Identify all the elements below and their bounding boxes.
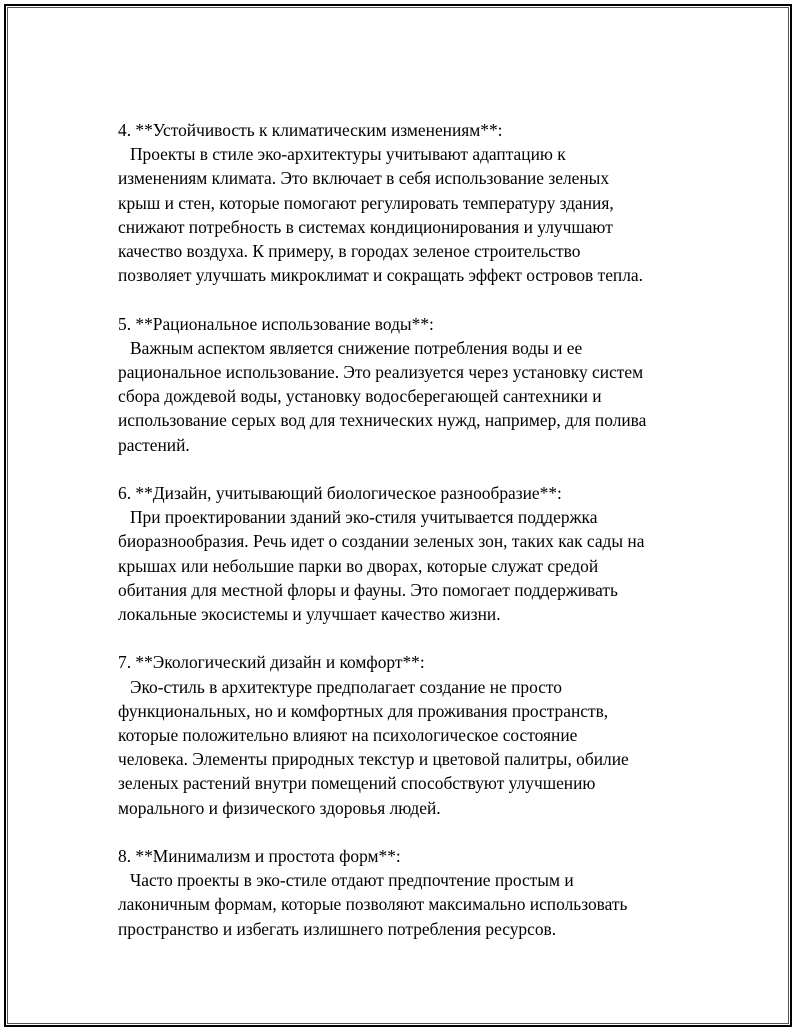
section-climate-resilience xyxy=(118,118,688,287)
text-line: позволяет улучшать микроклимат и сокращать эффект островов тепла. xyxy=(118,265,643,286)
text-line: зеленых растений внутри помещений способствуют улучшению xyxy=(118,773,596,794)
text-line: использование серых вод для технических нужд, например, для полива xyxy=(118,410,647,431)
text-line: пространство и избегать излишнего потребления ресурсов. xyxy=(118,918,557,939)
text-line: При проектировании зданий эко-стиля учитывается поддержка xyxy=(130,507,598,528)
section-heading: 5. **Рациональное использование воды**: xyxy=(118,313,434,334)
text-line: функциональных, но и комфортных для проживания пространств, xyxy=(118,700,609,721)
section-heading: 7. **Экологический дизайн и комфорт**: xyxy=(118,652,425,673)
text-line: биоразнообразия. Речь идет о создании зеленых зон, таких как сады на xyxy=(118,531,645,552)
text-line: морального и физического здоровья людей. xyxy=(118,797,441,818)
text-line: растений. xyxy=(118,434,190,455)
text-line: которые положительно влияют на психологическое состояние xyxy=(118,725,578,746)
text-line: снижают потребность в системах кондиционирования и улучшают xyxy=(118,216,613,237)
text-line: рациональное использование. Это реализуется через установку систем xyxy=(118,362,644,383)
section-eco-design-comfort xyxy=(118,650,688,819)
section-biodiversity xyxy=(118,481,688,626)
text-line: Важным аспектом является снижение потребления воды и ее xyxy=(130,337,583,358)
text-line: изменениям климата. Это включает в себя использование зеленых xyxy=(118,168,610,189)
text-line: лаконичным формам, которые позволяют максимально использовать xyxy=(118,894,628,915)
text-line: человека. Элементы природных текстур и цветовой палитры, обилие xyxy=(118,749,629,770)
section-heading: 6. **Дизайн, учитывающий биологическое разнообразие**: xyxy=(118,483,562,504)
text-line: качество воздуха. К примеру, в городах зеленое строительство xyxy=(118,241,581,262)
text-line: локальные экосистемы и улучшает качество жизни. xyxy=(118,604,501,625)
text-line: Проекты в стиле эко-архитектуры учитывают адаптацию к xyxy=(130,144,566,165)
text-line: крыш и стен, которые помогают регулировать температуру здания, xyxy=(118,192,614,213)
text-line: Часто проекты в эко-стиле отдают предпочтение простым и xyxy=(130,870,574,891)
section-water-use xyxy=(118,312,688,457)
section-heading: 4. **Устойчивость к климатическим изменениям**: xyxy=(118,120,503,140)
text-line: Эко-стиль в архитектуре предполагает создание не просто xyxy=(130,676,562,697)
document-body xyxy=(118,118,688,965)
text-line: обитания для местной флоры и фауны. Это помогает поддерживать xyxy=(118,579,618,600)
text-line: крышах или небольшие парки во дворах, которые служат средой xyxy=(118,555,599,576)
section-minimalism xyxy=(118,844,688,941)
text-line: сбора дождевой воды, установку водосберегающей сантехники и xyxy=(118,386,602,407)
section-heading: 8. **Минимализм и простота форм**: xyxy=(118,846,401,867)
